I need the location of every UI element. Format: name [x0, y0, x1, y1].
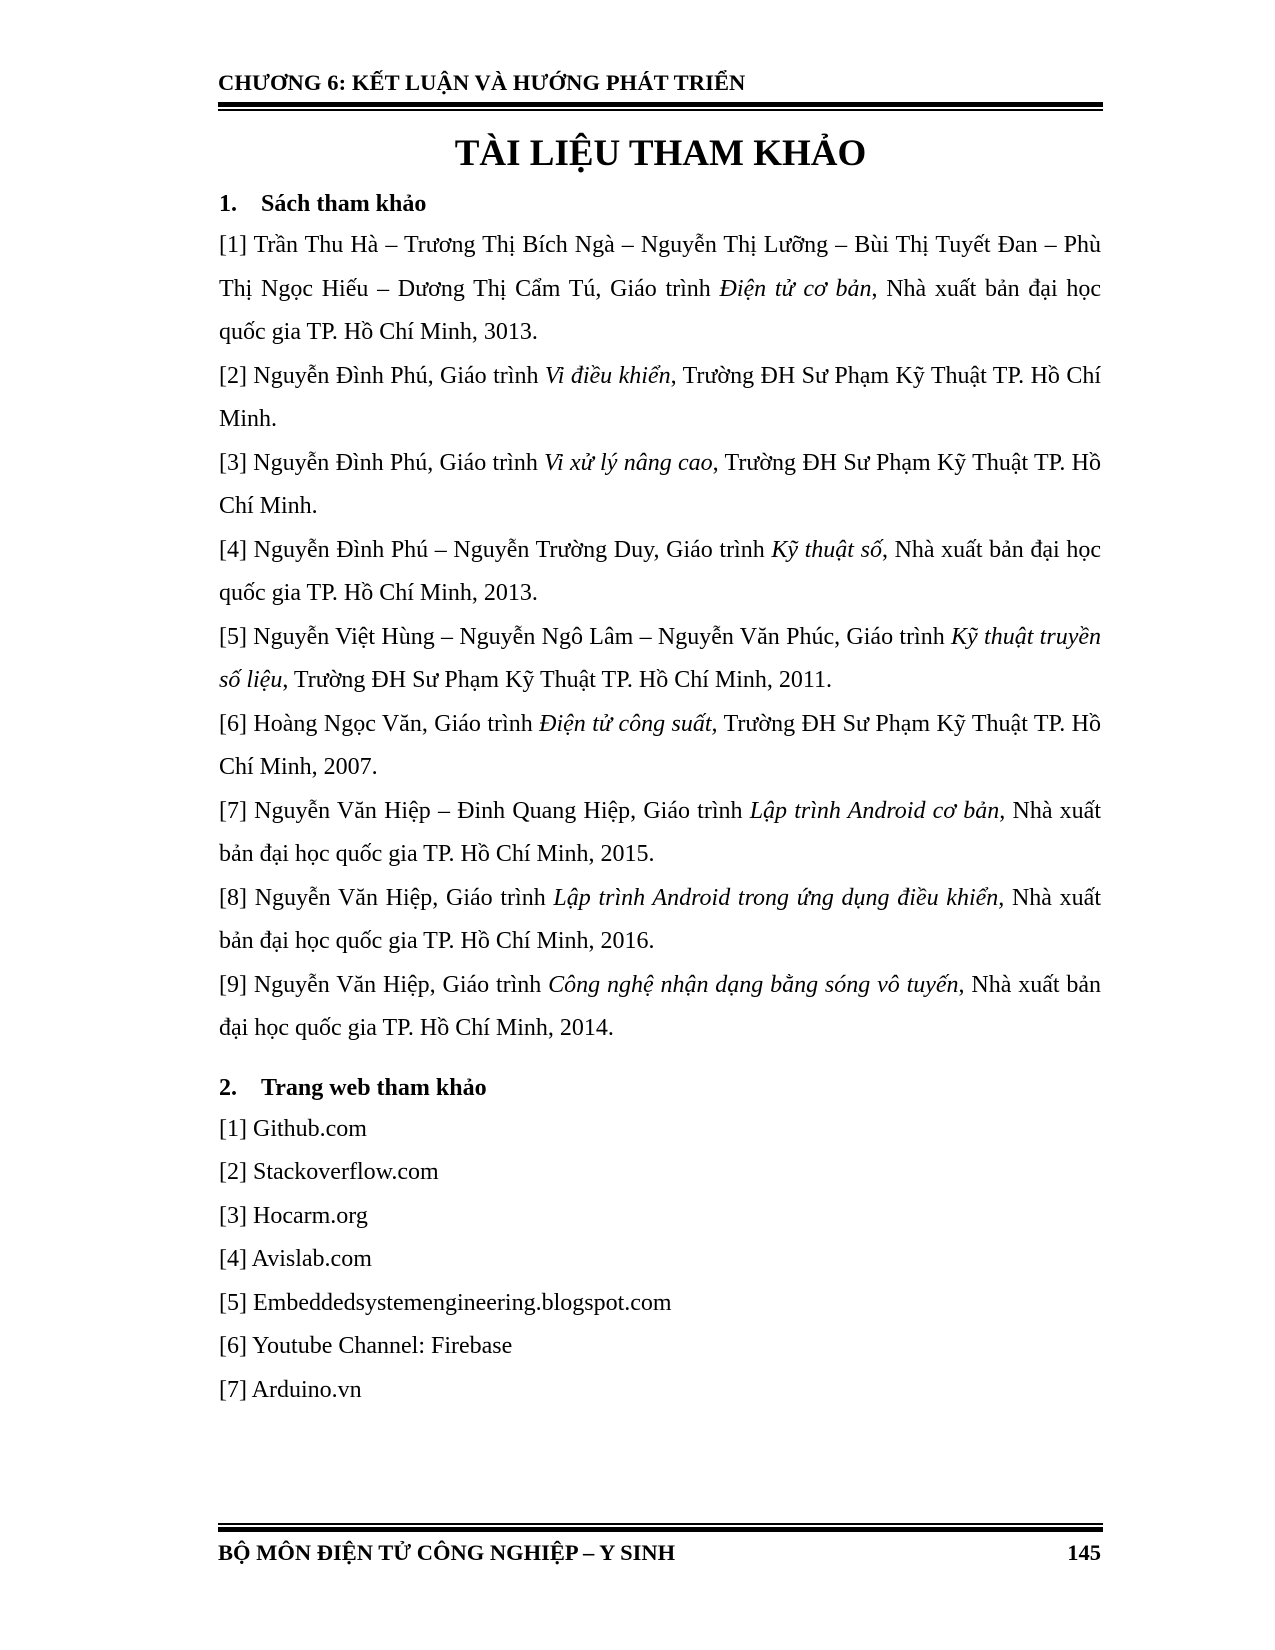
page-header [218, 70, 1103, 111]
book-ref-8-authors: [8] Nguyễn Văn Hiệp, Giáo trình [219, 884, 554, 911]
websites-section [219, 1068, 1101, 1413]
book-ref-5-publisher: , Trường ĐH Sư Phạm Kỹ Thuật TP. Hồ Chí Minh, 2011. [282, 667, 833, 693]
book-ref-4 [219, 529, 1101, 616]
books-heading [219, 184, 1101, 224]
book-ref-6-authors: [6] Hoàng Ngọc Văn, Giáo trình [219, 710, 540, 737]
department-name: BỘ MÔN ĐIỆN TỬ CÔNG NGHIỆP – Y SINH [218, 1539, 676, 1565]
book-ref-9-title: Công nghệ nhận dạng bằng sóng vô tuyến [548, 971, 959, 998]
book-ref-8-publisher: Nhà xuất bản đại học quốc gia TP. Hồ Chí Minh, 2016. [219, 884, 1101, 954]
web-ref-3: [3] Hocarm.org [219, 1202, 368, 1229]
web-ref-1: [1] Github.com [219, 1115, 367, 1142]
book-ref-8-title: Lập trình Android trong ứng dụng điều khiển, [553, 884, 1005, 911]
book-ref-1 [219, 224, 1101, 355]
footer-rule-thick [218, 1527, 1103, 1532]
header-rule-thin [218, 109, 1103, 111]
book-ref-1-title: Điện tử cơ bản [719, 275, 872, 302]
books-heading-number: 1. [219, 191, 237, 217]
page-footer [218, 1523, 1103, 1568]
web-ref-7: [7] Arduino.vn [219, 1377, 362, 1404]
websites-heading-number: 2. [219, 1074, 237, 1101]
book-ref-8 [219, 877, 1101, 964]
web-ref-6: [6] Youtube Channel: Firebase [219, 1333, 513, 1360]
book-ref-2-publisher: , Trường ĐH Sư Phạm Kỹ Thuật TP. Hồ Chí Minh. [219, 362, 1102, 432]
web-ref-5: [5] Embeddedsystemengineering.blogspot.com [219, 1289, 672, 1316]
book-ref-7-authors: [7] Nguyễn Văn Hiệp – Đinh Quang Hiệp, Giáo trình [219, 797, 750, 824]
book-ref-7 [219, 790, 1101, 877]
book-ref-3-authors: [3] Nguyễn Đình Phú, Giáo trình [219, 449, 545, 476]
book-ref-2-title: Vi điều khiển [544, 362, 671, 389]
footer-rule-thin [218, 1523, 1103, 1525]
book-ref-7-title: Lập trình Android cơ bản, [749, 797, 1006, 824]
book-ref-6-title: Điện tử công suất, [539, 710, 718, 737]
book-ref-5-title: Kỹ thuật truyền số liệu [219, 623, 1101, 693]
book-ref-6-publisher: Trường ĐH Sư Phạm Kỹ Thuật TP. Hồ Chí Minh, 2007. [219, 710, 1102, 780]
book-ref-3-publisher: , Trường ĐH Sư Phạm Kỹ Thuật TP. Hồ Chí Minh. [219, 449, 1102, 519]
book-ref-1-publisher: , Nhà xuất bản đại học quốc gia TP. Hồ Chí Minh, 3013. [219, 275, 1101, 345]
book-ref-6 [219, 703, 1101, 790]
book-ref-7-publisher: Nhà xuất bản đại học quốc gia TP. Hồ Chí Minh, 2015. [219, 797, 1101, 867]
page-number: 145 [1067, 1539, 1101, 1565]
book-ref-1-authors: [1] Trần Thu Hà – Trương Thị Bích Ngà – Nguyễn Thị Lưỡng – Bùi Thị Tuyết Đan – Phù Thị Ngọc Hiếu – Dương Thị Cẩm Tú, Giáo trình [219, 232, 1101, 302]
book-ref-4-publisher: , Nhà xuất bản đại học quốc gia TP. Hồ Chí Minh, 2013. [219, 536, 1101, 606]
books-section [219, 184, 1101, 1051]
book-ref-2-authors: [2] Nguyễn Đình Phú, Giáo trình [219, 362, 545, 389]
header-rule-thick [218, 102, 1103, 107]
book-ref-9-authors: [9] Nguyễn Văn Hiệp, Giáo trình [219, 971, 549, 998]
book-ref-3 [219, 442, 1101, 529]
references-content [219, 184, 1101, 1413]
book-ref-5-authors: [5] Nguyễn Việt Hùng – Nguyễn Ngô Lâm – Nguyễn Văn Phúc, Giáo trình [219, 623, 952, 650]
web-ref-2: [2] Stackoverflow.com [219, 1159, 439, 1186]
footer-row [218, 1538, 1103, 1568]
book-ref-4-title: Kỹ thuật số [771, 536, 882, 563]
chapter-title: CHƯƠNG 6: KẾT LUẬN VÀ HƯỚNG PHÁT TRIỂN [218, 70, 746, 95]
book-ref-3-title: Vi xử lý nâng cao [544, 449, 713, 476]
web-ref-4: [4] Avislab.com [219, 1246, 372, 1273]
websites-heading-text: Trang web tham khảo [261, 1074, 487, 1101]
book-ref-4-authors: [4] Nguyễn Đình Phú – Nguyễn Trường Duy, Giáo trình [219, 536, 772, 563]
book-ref-9 [219, 964, 1101, 1051]
book-ref-5 [219, 616, 1101, 703]
websites-heading [219, 1068, 1101, 1108]
books-heading-text: Sách tham khảo [261, 191, 427, 217]
book-ref-2 [219, 355, 1101, 442]
page-title: TÀI LIỆU THAM KHẢO [454, 133, 867, 174]
book-ref-9-publisher: , Nhà xuất bản đại học quốc gia TP. Hồ Chí Minh, 2014. [219, 971, 1101, 1041]
